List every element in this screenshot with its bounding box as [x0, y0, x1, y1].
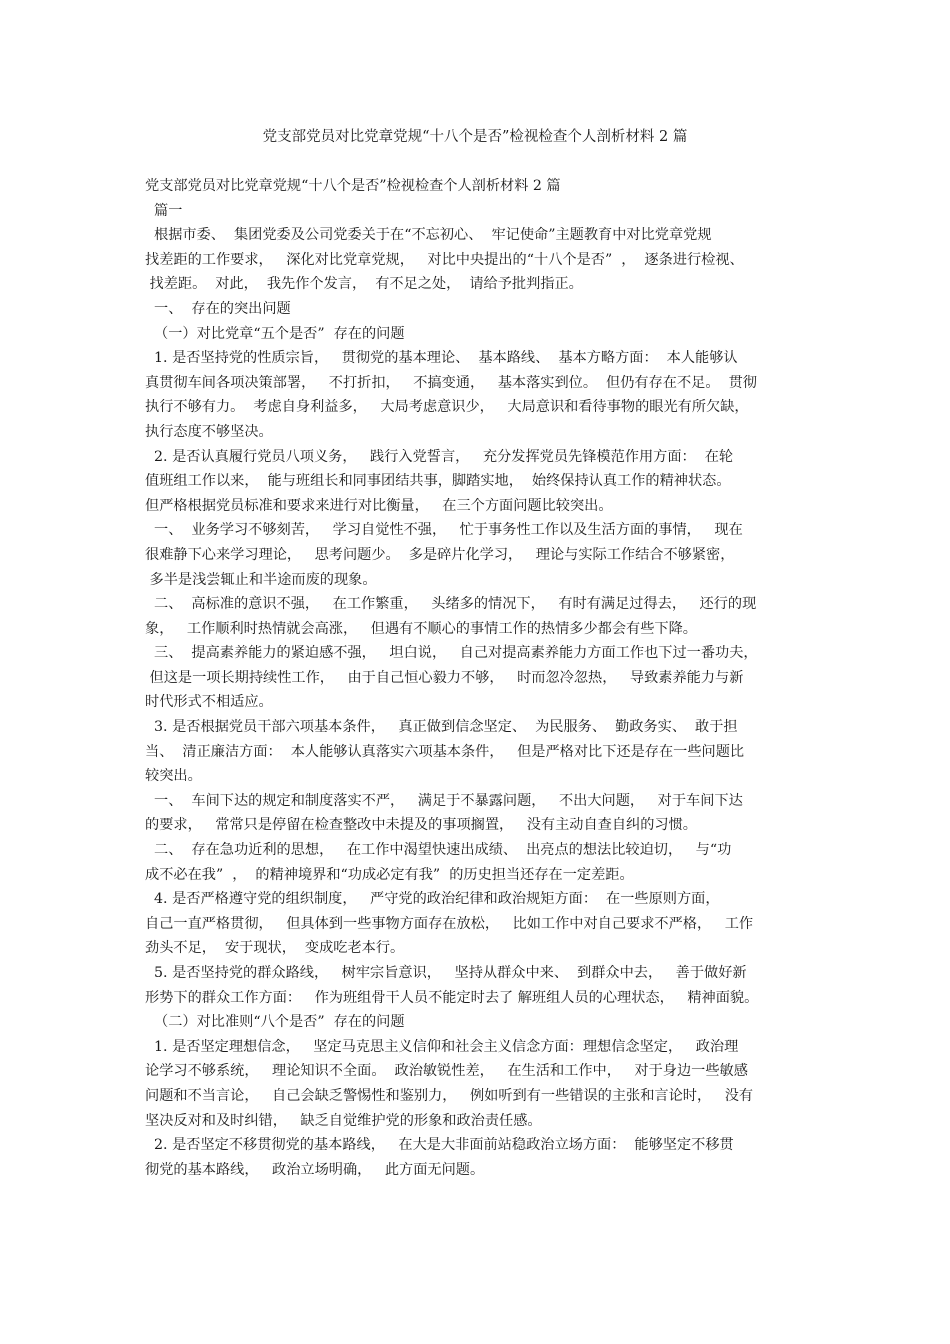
paragraph-line: 多半是浅尝辄止和半途而废的现象。 [145, 571, 377, 588]
paragraph-line: 二、 存在急功近利的思想， 在工作中渴望快速出成绩、 出亮点的想法比较迫切， 与“功 [145, 842, 732, 859]
paragraph-line: 篇一 [145, 202, 183, 219]
paragraph-line: 2. 是否认真履行党员八项义务， 践行入党誓言， 充分发挥党员先锋模范作用方面： 在轮 [145, 448, 734, 465]
paragraph-line: 执行态度不够坚决。 [145, 423, 273, 440]
document-title: 党支部党员对比党章党规“十八个是否”检视检查个人剖析材料 2 篇 [262, 129, 688, 145]
paragraph-line: 1. 是否坚持党的性质宗旨， 贯彻党的基本理论、 基本路线、 基本方略方面： 本人能够认 [145, 350, 738, 367]
paragraph-line: 成不必在我” ， 的精神境界和“功成必定有我” 的历史担当还存在一定差距。 [145, 866, 634, 883]
paragraph-line: 自己一直严格贯彻， 但具体到一些事物方面存在放松， 比如工作中对自己要求不严格， 工作 [145, 915, 754, 932]
paragraph-line: 一、 存在的突出问题 [145, 300, 291, 317]
paragraph-line: 根据市委、 集团党委及公司党委关于在“不忘初心、 牢记使命”主题教育中对比党章党规 [145, 227, 712, 244]
paragraph-line: （二）对比准则“八个是否” 存在的问题 [145, 1014, 405, 1031]
paragraph-line: 值班组工作以来， 能与班组长和同事团结共事，脚踏实地， 始终保持认真工作的精神状态。 [145, 473, 731, 490]
paragraph-line: 1. 是否坚定理想信念， 坚定马克思主义信仰和社会主义信念方面：理想信念坚定， 政治理 [145, 1038, 739, 1055]
paragraph-line: 一、 业务学习不够刻苦， 学习自觉性不强， 忙于事务性工作以及生活方面的事情， 现在 [145, 522, 743, 539]
paragraph-line: 找差距。 对此， 我先作个发言， 有不足之处， 请给予批判指正。 [145, 276, 583, 293]
paragraph-line: 真贯彻车间各项决策部署， 不打折扣， 不搞变通， 基本落实到位。 但仍有存在不足。 贯彻 [145, 374, 757, 391]
paragraph-line: 4. 是否严格遵守党的组织制度， 严守党的政治纪律和政治规矩方面： 在一些原则方面， [145, 891, 720, 908]
paragraph-line: 彻党的基本路线， 政治立场明确， 此方面无问题。 [145, 1161, 485, 1178]
paragraph-line: 论学习不够系统， 理论知识不全面。 政治敏锐性差， 在生活和工作中， 对于身边一些敏感 [145, 1063, 748, 1080]
paragraph-line: 2. 是否坚定不移贯彻党的基本路线， 在大是大非面前站稳政治立场方面： 能够坚定不移贯 [145, 1137, 734, 1154]
paragraph-line: 时代形式不相适应。 [145, 694, 273, 711]
paragraph-line: 的要求， 常常只是停留在检查整改中未提及的事项搁置， 没有主动自查自纠的习惯。 [145, 817, 697, 834]
paragraph-line: 但严格根据党员标准和要求来进行对比衡量， 在三个方面问题比较突出。 [145, 497, 613, 514]
paragraph-line: 二、 高标准的意识不强， 在工作繁重， 头绪多的情况下， 有时有满足过得去， 还行的现 [145, 596, 757, 613]
paragraph-line: 劲头不足， 安于现状， 变成吃老本行。 [145, 940, 405, 957]
paragraph-line: 但这是一项长期持续性工作， 由于自己恒心毅力不够， 时而忽冷忽热， 导致素养能力与新 [145, 669, 744, 686]
document-subtitle-line: 党支部党员对比党章党规“十八个是否”检视检查个人剖析材料 2 篇 [145, 178, 561, 194]
paragraph-line: 5. 是否坚持党的群众路线， 树牢宗旨意识， 坚持从群众中来、 到群众中去， 善于做好新 [145, 965, 747, 981]
paragraph-line: 坚决反对和及时纠错， 缺乏自觉维护党的形象和政治责任感。 [145, 1112, 542, 1129]
paragraph-line: 象， 工作顺利时热情就会高涨， 但遇有不顺心的事情工作的热情多少都会有些下降。 [145, 620, 697, 637]
paragraph-line: （一）对比党章“五个是否” 存在的问题 [145, 325, 405, 342]
paragraph-line: 较突出。 [145, 768, 202, 785]
paragraph-line: 形势下的群众工作方面： 作为班组骨干人员不能定时去了 解班组人员的心理状态， 精神面貌。 [145, 989, 759, 1006]
paragraph-line: 执行不够有力。 考虑自身利益多， 大局考虑意识少， 大局意识和看待事物的眼光有所欠缺， [145, 399, 749, 416]
paragraph-line: 3. 是否根据党员干部六项基本条件， 真正做到信念坚定、 为民服务、 勤政务实、 敢于担 [145, 719, 738, 736]
paragraph-line: 当、 清正廉洁方面： 本人能够认真落实六项基本条件， 但是严格对比下还是存在一些问题比 [145, 743, 745, 760]
paragraph-line: 一、 车间下达的规定和制度落实不严， 满足于不暴露问题， 不出大问题， 对于车间下达 [145, 792, 743, 809]
paragraph-line: 很难静下心来学习理论， 思考问题少。 多是碎片化学习， 理论与实际工作结合不够紧密， [145, 546, 735, 563]
paragraph-line: 三、 提高素养能力的紧迫感不强， 坦白说， 自己对提高素养能力方面工作也下过一番功夫， [145, 645, 758, 662]
paragraph-line: 问题和不当言论， 自己会缺乏警惕性和鉴别力， 例如听到有一些错误的主张和言论时， 没有 [145, 1087, 754, 1104]
paragraph-line: 找差距的工作要求， 深化对比党章党规， 对比中央提出的“十八个是否” ， 逐条进行检视、 [145, 251, 744, 268]
document-body [145, 174, 820, 1182]
